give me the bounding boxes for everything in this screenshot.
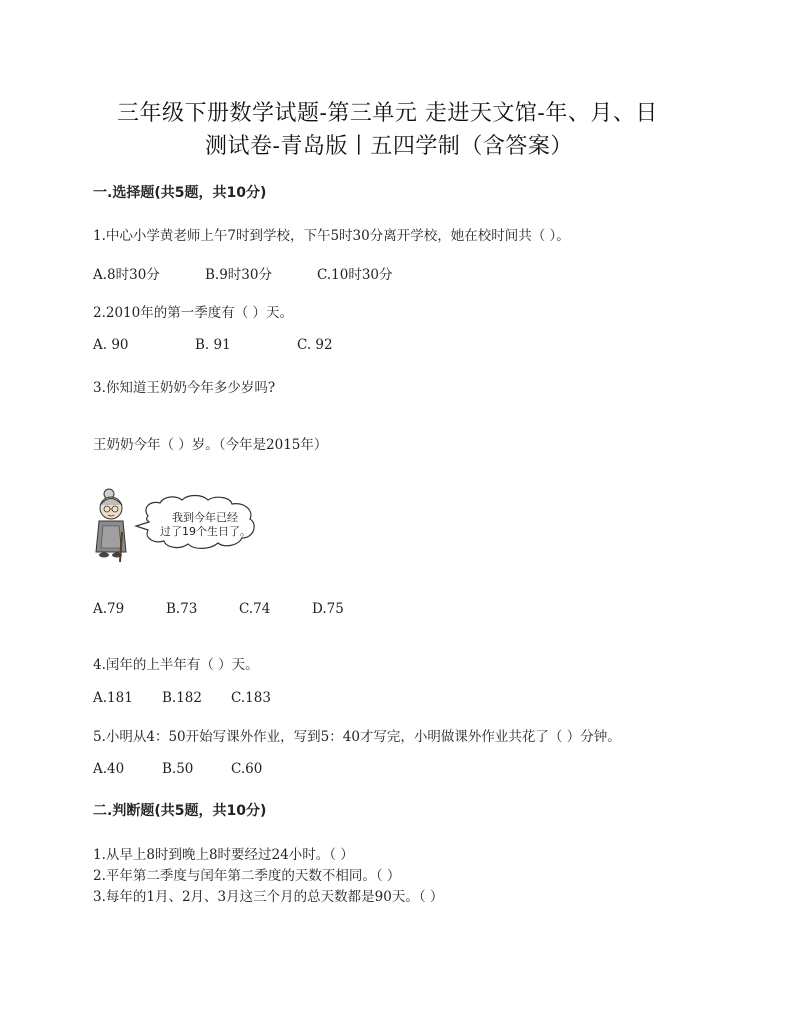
judgment-item-2: 2.平年第二季度与闰年第二季度的天数不相同。（ ） <box>93 868 401 884</box>
q4-option-a: A.181 <box>93 690 133 706</box>
title-line-1: 三年级下册数学试题-第三单元 走进天文馆-年、月、日 <box>117 101 658 126</box>
question-1: 1.中心小学黄老师上午7时到学校，下午5时30分离开学校，她在校时间共（ ）。 <box>93 228 570 244</box>
bubble-line-1: 我到今年已经 <box>172 511 238 524</box>
question-4: 4.闰年的上半年有（ ）天。 <box>93 657 259 673</box>
question-3: 3.你知道王奶奶今年多少岁吗? <box>93 380 276 396</box>
q4-option-c: C.183 <box>231 690 271 706</box>
section-heading-choice: 一.选择题(共5题，共10分) <box>93 185 267 201</box>
title-line-2: 测试卷-青岛版丨五四学制（含答案） <box>205 134 573 159</box>
q3-option-b: B.73 <box>166 601 198 617</box>
judgment-item-1: 1.从早上8时到晚上8时要经过24小时。（ ） <box>93 847 354 863</box>
q5-option-b: B.50 <box>162 761 194 777</box>
q3-option-a: A.79 <box>93 601 125 617</box>
bubble-line-2: 过了19个生日了。 <box>160 525 251 538</box>
q2-option-a: A. 90 <box>93 337 129 353</box>
q5-option-c: C.60 <box>231 761 263 777</box>
q1-option-c: C.10时30分 <box>317 267 393 283</box>
q3-option-c: C.74 <box>239 601 271 617</box>
q1-option-a: A.8时30分 <box>93 267 160 283</box>
section-heading-judgment: 二.判断题(共5题，共10分) <box>93 803 267 819</box>
q4-option-b: B.182 <box>162 690 202 706</box>
grandma-illustration <box>90 488 260 568</box>
q1-option-b: B.9时30分 <box>205 267 272 283</box>
question-5: 5.小明从4：50开始写课外作业，写到5：40才写完，小明做课外作业共花了（ ）分钟。 <box>93 729 621 745</box>
question-2: 2.2010年的第一季度有（ ）天。 <box>93 305 294 321</box>
q2-option-b: B. 91 <box>195 337 231 353</box>
q3-option-d: D.75 <box>312 601 344 617</box>
q2-option-c: C. 92 <box>297 337 333 353</box>
judgment-item-3: 3.每年的1月、2月、3月这三个月的总天数都是90天。（ ） <box>93 889 444 905</box>
q5-option-a: A.40 <box>93 761 125 777</box>
question-3-sub: 王奶奶今年（ ）岁。（今年是2015年） <box>93 437 328 453</box>
